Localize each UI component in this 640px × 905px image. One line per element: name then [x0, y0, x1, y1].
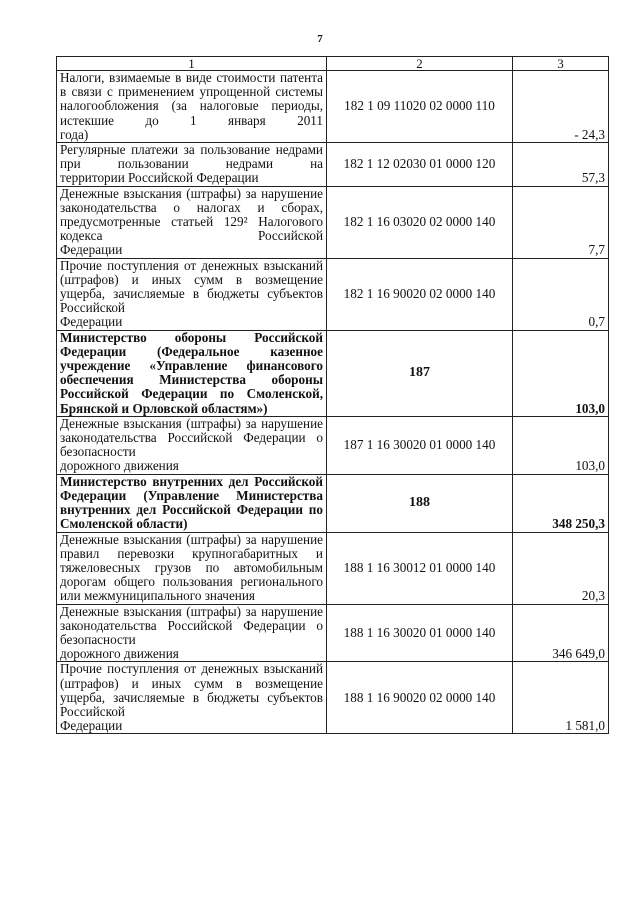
row-amount: 57,3	[513, 143, 609, 187]
row-description	[57, 416, 327, 474]
row-description	[57, 143, 327, 187]
row-description-last-line: Федерации	[60, 242, 123, 258]
row-amount: 103,0	[513, 330, 609, 416]
row-amount: 0,7	[513, 258, 609, 330]
row-description	[57, 662, 327, 734]
row-budget-code: 188 1 16 30020 01 0000 140	[327, 604, 513, 662]
row-description	[57, 330, 327, 416]
row-description-last-line: Смоленской области)	[60, 516, 188, 532]
row-description	[57, 71, 327, 143]
row-amount: - 24,3	[513, 71, 609, 143]
row-description-last-line: дорожного движения	[60, 458, 179, 474]
row-description-last-line: Брянской и Орловской областям»)	[60, 400, 268, 416]
row-description-last-line: Федерации	[60, 314, 123, 330]
row-description-last-line: или межмуниципального значения	[60, 588, 255, 604]
row-amount: 7,7	[513, 186, 609, 258]
row-description-text: Денежные взыскания (штрафы) за нарушение правил перевозки крупногабаритных и тяжеловесных грузов по автомобильным дорогам общего пользования регионального	[60, 531, 323, 590]
table-row	[57, 604, 609, 662]
row-description-text: Денежные взыскания (штрафы) за нарушение законодательства о налогах и сборах, предусмотренные статьей 129² Налогового кодекса Российской	[60, 185, 323, 244]
row-description-text: Прочие поступления от денежных взысканий (штрафов) и иных сумм в возмещение ущерба, зачисляемые в бюджеты субъектов Российской	[60, 661, 323, 719]
table-row-organization	[57, 474, 609, 532]
row-description-text: Министерство обороны Российской Федерации (Федеральное казенное учреждение «Управление финансового обеспечения Министерства обороны Российской Федерации по Смоленской,	[60, 329, 323, 402]
table-row	[57, 186, 609, 258]
table-row	[57, 143, 609, 187]
table-row	[57, 416, 609, 474]
row-description-text: Денежные взыскания (штрафы) за нарушение законодательства Российской Федерации о безопасности	[60, 603, 323, 647]
row-description-last-line: территории Российской Федерации	[60, 170, 259, 186]
row-budget-code: 187 1 16 30020 01 0000 140	[327, 416, 513, 474]
row-description-text: Денежные взыскания (штрафы) за нарушение законодательства Российской Федерации о безопасности	[60, 415, 323, 460]
row-description-last-line: года)	[60, 126, 89, 142]
row-description	[57, 258, 327, 330]
table-row	[57, 71, 609, 143]
row-description-text: Министерство внутренних дел Российской Федерации (Управление Министерства внутренних дел Российской Федерации по	[60, 473, 323, 518]
row-budget-code: 188	[327, 474, 513, 532]
row-budget-code: 182 1 09 11020 02 0000 110	[327, 71, 513, 143]
row-budget-code: 187	[327, 330, 513, 416]
row-budget-code: 182 1 12 02030 01 0000 120	[327, 143, 513, 187]
row-amount: 348 250,3	[513, 474, 609, 532]
table-row	[57, 662, 609, 734]
row-amount: 20,3	[513, 532, 609, 604]
row-description	[57, 532, 327, 604]
row-description-last-line: дорожного движения	[60, 646, 179, 662]
table-row	[57, 532, 609, 604]
table-row	[57, 258, 609, 330]
table-body	[57, 71, 609, 734]
budget-revenue-table	[56, 56, 609, 734]
row-amount: 1 581,0	[513, 662, 609, 734]
table-header-row	[57, 57, 609, 71]
row-description	[57, 186, 327, 258]
row-description-text: Регулярные платежи за пользование недрами при пользовании недрами на	[60, 142, 323, 172]
row-description-text: Налоги, взимаемые в виде стоимости патента в связи с применением упрощенной системы налогообложения (за налоговые периоды, истекшие до 1 января 2011	[60, 70, 323, 128]
row-amount: 346 649,0	[513, 604, 609, 662]
row-budget-code: 182 1 16 03020 02 0000 140	[327, 186, 513, 258]
column-header-3: 3	[513, 57, 609, 71]
page-number: 7	[317, 33, 323, 45]
table-row-organization	[57, 330, 609, 416]
row-description	[57, 474, 327, 532]
row-description	[57, 604, 327, 662]
column-header-2: 2	[327, 57, 513, 71]
column-header-1: 1	[57, 57, 327, 71]
row-amount: 103,0	[513, 416, 609, 474]
row-description-last-line: Федерации	[60, 718, 123, 734]
row-budget-code: 188 1 16 30012 01 0000 140	[327, 532, 513, 604]
row-budget-code: 182 1 16 90020 02 0000 140	[327, 258, 513, 330]
row-budget-code: 188 1 16 90020 02 0000 140	[327, 662, 513, 734]
row-description-text: Прочие поступления от денежных взысканий (штрафов) и иных сумм в возмещение ущерба, зачисляемые в бюджеты субъектов Российской	[60, 257, 323, 316]
